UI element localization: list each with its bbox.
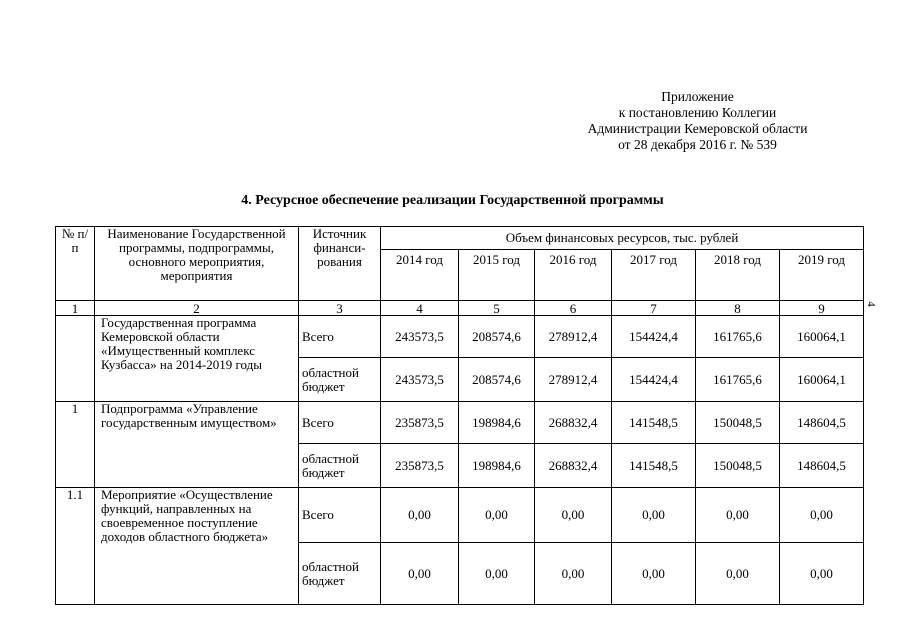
appendix-line: к постановлению Коллегии (618, 105, 777, 120)
table-cell: 0,00 (381, 543, 459, 605)
appendix-line: Администрации Кемеровской области (587, 121, 808, 136)
table-cell: 278912,4 (535, 316, 612, 358)
row-source: областной бюджет (299, 444, 381, 488)
header-source: Источник финанси-рования (299, 227, 381, 301)
table-cell: 150048,5 (696, 444, 780, 488)
table-cell: 0,00 (535, 543, 612, 605)
row-name: Мероприятие «Осуществление функций, направленных на своевременное поступление доходов областного бюджета» (95, 488, 299, 605)
page-number: 4 (864, 301, 877, 307)
header-year: 2016 год (535, 250, 612, 301)
header-year: 2014 год (381, 250, 459, 301)
header-year: 2018 год (696, 250, 780, 301)
row-source: областной бюджет (299, 358, 381, 402)
row-source: Всего (299, 488, 381, 543)
resource-table (55, 226, 864, 605)
table-row (56, 402, 864, 444)
table-cell: 268832,4 (535, 444, 612, 488)
header-name: Наименование Государственной программы, подпрограммы, основного мероприятия, мероприятия (95, 227, 299, 301)
table-cell: 0,00 (696, 488, 780, 543)
table-row (56, 488, 864, 543)
document-title: 4. Ресурсное обеспечение реализации Государственной программы (241, 193, 664, 208)
appendix-block (520, 89, 875, 153)
column-number: 2 (95, 301, 299, 316)
column-number: 5 (459, 301, 535, 316)
table-cell: 0,00 (612, 543, 696, 605)
table-cell: 243573,5 (381, 358, 459, 402)
table-cell: 161765,6 (696, 358, 780, 402)
table-cell: 0,00 (535, 488, 612, 543)
column-number: 1 (56, 301, 95, 316)
table-cell: 154424,4 (612, 358, 696, 402)
table-cell: 0,00 (780, 488, 864, 543)
table-cell: 0,00 (459, 543, 535, 605)
column-number: 8 (696, 301, 780, 316)
row-num (56, 316, 95, 402)
table-cell: 235873,5 (381, 444, 459, 488)
column-number: 3 (299, 301, 381, 316)
table-cell: 141548,5 (612, 402, 696, 444)
table-cell: 243573,5 (381, 316, 459, 358)
row-num: 1 (56, 402, 95, 488)
table-cell: 0,00 (696, 543, 780, 605)
table-cell: 0,00 (381, 488, 459, 543)
table-cell: 0,00 (612, 488, 696, 543)
table-cell: 160064,1 (780, 316, 864, 358)
appendix-line: от 28 декабря 2016 г. № 539 (618, 137, 777, 152)
table-cell: 160064,1 (780, 358, 864, 402)
table-cell: 141548,5 (612, 444, 696, 488)
table-cell: 150048,5 (696, 402, 780, 444)
table-cell: 208574,6 (459, 358, 535, 402)
table-cell: 161765,6 (696, 316, 780, 358)
header-year: 2017 год (612, 250, 696, 301)
header-year: 2015 год (459, 250, 535, 301)
table-row (56, 316, 864, 358)
column-number: 4 (381, 301, 459, 316)
table-cell: 0,00 (459, 488, 535, 543)
column-number: 6 (535, 301, 612, 316)
table-cell: 235873,5 (381, 402, 459, 444)
table-cell: 198984,6 (459, 444, 535, 488)
row-name: Подпрограмма «Управление государственным имуществом» (95, 402, 299, 488)
header-year: 2019 год (780, 250, 864, 301)
header-volume: Объем финансовых ресурсов, тыс. рублей (381, 227, 864, 250)
row-name: Государственная программа Кемеровской области «Имущественный комплекс Кузбасса» на 2014-2019 годы (95, 316, 299, 402)
row-source: Всего (299, 316, 381, 358)
table-cell: 148604,5 (780, 444, 864, 488)
table-cell: 208574,6 (459, 316, 535, 358)
row-source: Всего (299, 402, 381, 444)
row-source: областной бюджет (299, 543, 381, 605)
row-num: 1.1 (56, 488, 95, 605)
table-cell: 268832,4 (535, 402, 612, 444)
table-cell: 198984,6 (459, 402, 535, 444)
table-cell: 0,00 (780, 543, 864, 605)
column-number: 9 (780, 301, 864, 316)
table-cell: 148604,5 (780, 402, 864, 444)
appendix-line: Приложение (661, 89, 734, 104)
table-cell: 154424,4 (612, 316, 696, 358)
header-num: № п/п (56, 227, 95, 301)
column-number: 7 (612, 301, 696, 316)
table-cell: 278912,4 (535, 358, 612, 402)
